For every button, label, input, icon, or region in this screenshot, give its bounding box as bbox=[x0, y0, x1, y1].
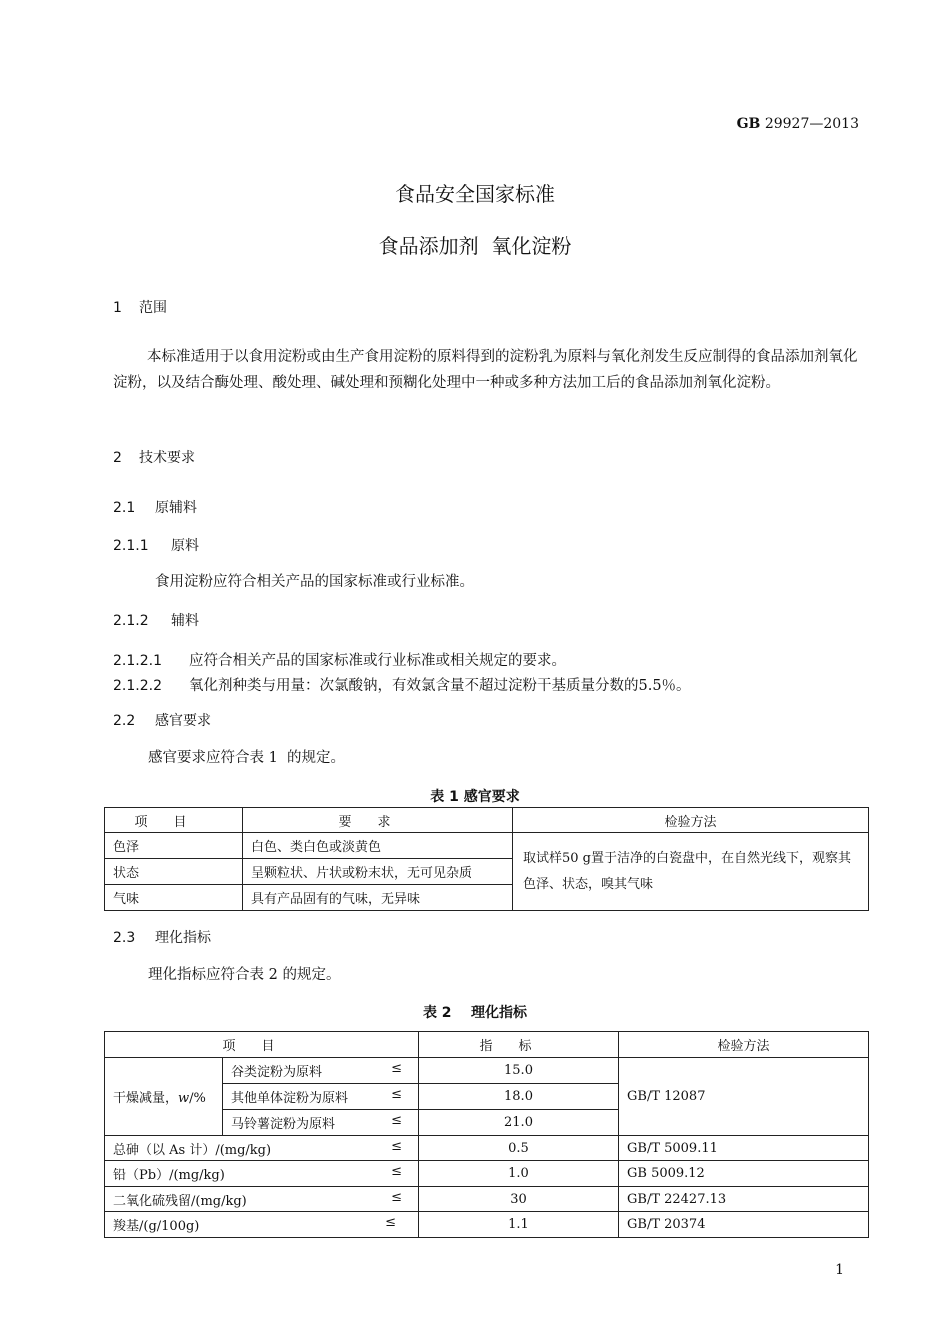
table-row bbox=[105, 1212, 869, 1238]
method-cell: GB 5009.12 bbox=[619, 1161, 869, 1187]
requirement-cell: 具有产品固有的气味，无异味 bbox=[243, 885, 513, 911]
page-number: 1 bbox=[835, 1262, 844, 1278]
section-title: 原料 bbox=[171, 538, 199, 554]
raw-material-paragraph: 食用淀粉应符合相关产品的国家标准或行业标准。 bbox=[155, 574, 474, 590]
scope-paragraph: 本标准适用于以食用淀粉或由生产食用淀粉的原料得到的淀粉乳为原料与氧化剂发生反应制得的食品添加剂氧化淀粉，以及结合酶处理、酸处理、碱处理和预糊化处理中一种或多种方法加工后的食品添加剂氧化淀粉。 bbox=[113, 349, 858, 391]
sub-item-cell: 谷类淀粉为原料 ≤ bbox=[223, 1058, 419, 1084]
table-row bbox=[105, 1187, 869, 1212]
document-subtitle: 食品添加剂 氧化淀粉 bbox=[378, 234, 572, 258]
table-row bbox=[105, 1136, 869, 1161]
value-cell: 1.1 bbox=[419, 1212, 619, 1238]
standard-code-number: 29927—2013 bbox=[764, 116, 859, 132]
section-2-1-2-heading bbox=[113, 610, 199, 630]
method-cell: GB/T 5009.11 bbox=[619, 1136, 869, 1161]
sensory-paragraph: 感官要求应符合表 1 的规定。 bbox=[148, 750, 346, 766]
table-row bbox=[105, 1161, 869, 1187]
item-cell: 羧基/(g/100g) ≤ bbox=[105, 1212, 419, 1238]
section-title: 范围 bbox=[139, 300, 167, 316]
header-cell: 检验方法 bbox=[513, 808, 869, 833]
item-cell: 色泽 bbox=[105, 833, 243, 859]
section-number: 2.1.1 bbox=[113, 538, 149, 554]
clause-2-1-2-1 bbox=[113, 649, 566, 670]
le-symbol: ≤ bbox=[391, 1164, 402, 1179]
section-2-heading bbox=[113, 447, 195, 467]
value-cell: 18.0 bbox=[419, 1084, 619, 1110]
item-cell: 二氧化硫残留/(mg/kg) ≤ bbox=[105, 1187, 419, 1212]
table-row bbox=[105, 833, 869, 859]
clause-text: 应符合相关产品的国家标准或行业标准或相关规定的要求。 bbox=[189, 653, 566, 669]
le-symbol: ≤ bbox=[391, 1087, 402, 1102]
sub-item-cell: 马铃薯淀粉为原料 ≤ bbox=[223, 1110, 419, 1136]
section-2-2-heading bbox=[113, 710, 211, 730]
method-cell: GB/T 20374 bbox=[619, 1212, 869, 1238]
section-2-3-heading bbox=[113, 927, 211, 947]
requirement-cell: 呈颗粒状、片状或粉末状，无可见杂质 bbox=[243, 859, 513, 885]
method-cell: 取试样50 g置于洁净的白瓷盘中，在自然光线下，观察其色泽、状态，嗅其气味 bbox=[513, 833, 869, 911]
requirement-cell: 白色、类白色或淡黄色 bbox=[243, 833, 513, 859]
header-cell: 要求 bbox=[243, 808, 513, 833]
document-title: 食品安全国家标准 bbox=[395, 182, 555, 206]
header-cell: 项目 bbox=[105, 808, 243, 833]
value-cell: 30 bbox=[419, 1187, 619, 1212]
le-symbol: ≤ bbox=[385, 1215, 396, 1230]
le-symbol: ≤ bbox=[391, 1113, 402, 1128]
clause-number: 2.1.2.2 bbox=[113, 678, 162, 694]
section-2-1-heading bbox=[113, 497, 197, 517]
section-number: 2.1.2 bbox=[113, 613, 149, 629]
section-2-1-1-heading bbox=[113, 535, 199, 555]
sensory-table bbox=[104, 807, 869, 911]
method-cell: GB/T 22427.13 bbox=[619, 1187, 869, 1212]
table-header-row bbox=[105, 808, 869, 833]
item-cell: 状态 bbox=[105, 859, 243, 885]
item-cell: 总砷（以 As 计）/(mg/kg) ≤ bbox=[105, 1136, 419, 1161]
section-number: 2.1 bbox=[113, 500, 136, 516]
le-symbol: ≤ bbox=[391, 1189, 402, 1205]
table-1-caption: 表 1 感官要求 bbox=[430, 789, 520, 805]
table-header-row bbox=[105, 1032, 869, 1058]
value-cell: 1.0 bbox=[419, 1161, 619, 1187]
header-cell: 项目 bbox=[105, 1032, 419, 1058]
section-title: 感官要求 bbox=[155, 713, 211, 729]
drying-loss-label: 干燥减量，w/% bbox=[105, 1058, 223, 1136]
clause-text: 氧化剂种类与用量：次氯酸钠，有效氯含量不超过淀粉干基质量分数的5.5％。 bbox=[189, 678, 691, 694]
table-2-caption: 表 2 理化指标 bbox=[422, 1005, 528, 1021]
clause-2-1-2-2 bbox=[113, 674, 691, 695]
section-number: 2 bbox=[113, 450, 122, 466]
section-number: 1 bbox=[113, 300, 122, 316]
item-cell: 气味 bbox=[105, 885, 243, 911]
section-title: 辅料 bbox=[171, 613, 199, 629]
value-cell: 0.5 bbox=[419, 1136, 619, 1161]
section-title: 技术要求 bbox=[139, 450, 195, 466]
le-symbol: ≤ bbox=[391, 1138, 402, 1154]
item-cell: 铅（Pb）/(mg/kg) ≤ bbox=[105, 1161, 419, 1187]
method-cell: GB/T 12087 bbox=[619, 1058, 869, 1136]
section-number: 2.2 bbox=[113, 713, 136, 729]
sub-item-cell: 其他单体淀粉为原料 ≤ bbox=[223, 1084, 419, 1110]
section-1-heading bbox=[113, 297, 167, 317]
physchem-paragraph: 理化指标应符合表 2 的规定。 bbox=[148, 967, 341, 983]
clause-number: 2.1.2.1 bbox=[113, 653, 162, 669]
section-title: 理化指标 bbox=[155, 930, 211, 946]
value-cell: 21.0 bbox=[419, 1110, 619, 1136]
header-cell: 指标 bbox=[419, 1032, 619, 1058]
header-cell: 检验方法 bbox=[619, 1032, 869, 1058]
le-symbol: ≤ bbox=[391, 1061, 402, 1076]
value-cell: 15.0 bbox=[419, 1058, 619, 1084]
standard-code bbox=[737, 116, 859, 132]
table-row bbox=[105, 1058, 869, 1084]
physchem-table bbox=[104, 1031, 869, 1238]
section-title: 原辅料 bbox=[155, 500, 197, 516]
standard-code-prefix: GB bbox=[736, 116, 761, 132]
section-number: 2.3 bbox=[113, 930, 136, 946]
